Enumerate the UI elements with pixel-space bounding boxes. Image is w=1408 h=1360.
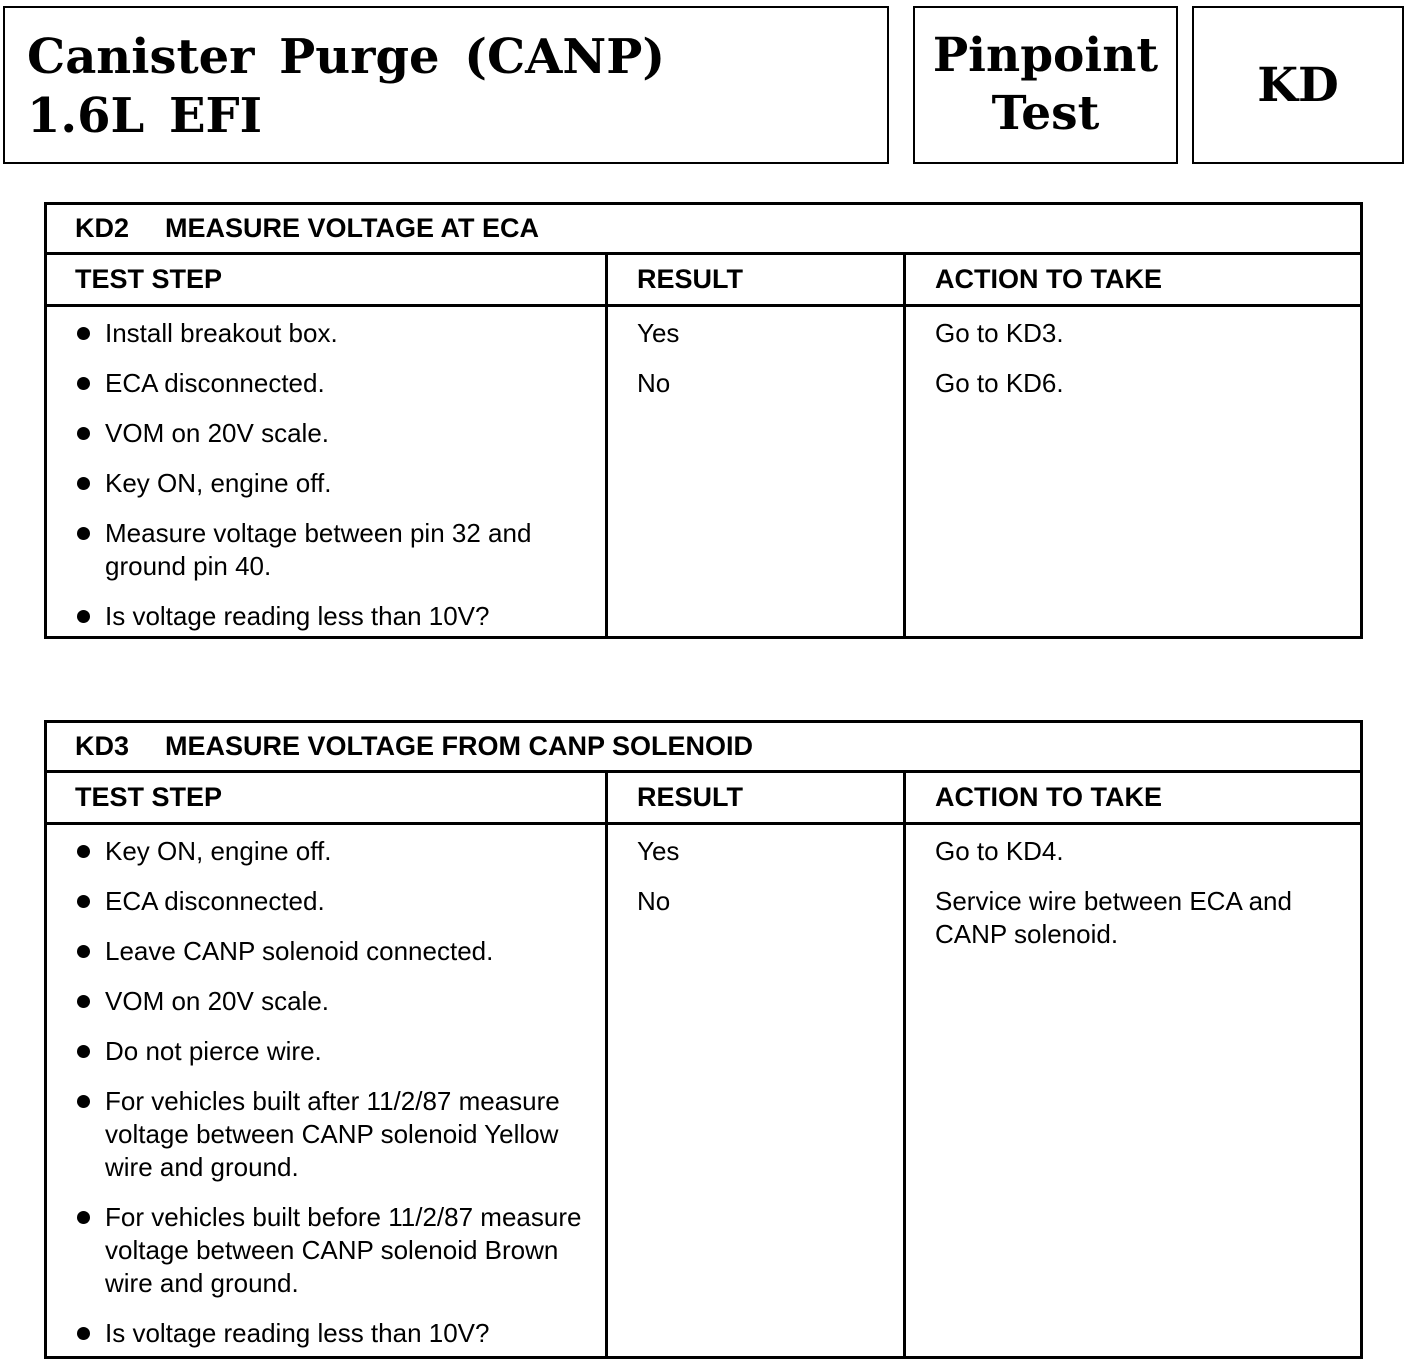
- test-step-cell: [47, 825, 608, 1356]
- action-cell: [906, 307, 1360, 636]
- step-title: MEASURE VOLTAGE AT ECA: [165, 213, 540, 243]
- list-item: For vehicles built after 11/2/87 measure voltage between CANP solenoid Yellow wire and ground.: [75, 1085, 595, 1184]
- result-no: No: [637, 886, 671, 916]
- result-yes: Yes: [637, 318, 680, 348]
- step-title-bar: [47, 723, 1360, 773]
- bullet-icon: [77, 1095, 90, 1108]
- test-type-line1: Pinpoint: [932, 28, 1159, 83]
- page-subtitle: 1.6L EFI: [27, 88, 263, 144]
- action-no: Service wire between ECA and CANP solenoid.: [935, 886, 1292, 949]
- list-item: Install breakout box.: [75, 317, 595, 350]
- step-id: KD2: [75, 213, 130, 243]
- bullet-icon: [77, 527, 90, 540]
- action-header: ACTION TO TAKE: [935, 264, 1162, 294]
- list-item: Measure voltage between pin 32 and ground pin 40.: [75, 517, 595, 583]
- test-step-table-kd2: [44, 202, 1363, 639]
- test-step-header: TEST STEP: [47, 773, 608, 822]
- test-step-list: [75, 835, 595, 1350]
- list-item: Do not pierce wire.: [75, 1035, 595, 1068]
- test-type-box: [913, 6, 1178, 164]
- action-cell: [906, 825, 1360, 1356]
- list-item: VOM on 20V scale.: [75, 985, 595, 1018]
- result-cell: [608, 825, 906, 1356]
- test-code: KD: [1257, 57, 1339, 113]
- action-yes: Go to KD3.: [935, 318, 1064, 348]
- list-item: Key ON, engine off.: [75, 835, 595, 868]
- test-code-box: [1192, 6, 1404, 164]
- action-no: Go to KD6.: [935, 368, 1064, 398]
- result-yes: Yes: [637, 836, 680, 866]
- step-id: KD3: [75, 731, 130, 761]
- bullet-icon: [77, 377, 90, 390]
- step-title-bar: [47, 205, 1360, 255]
- action-yes: Go to KD4.: [935, 836, 1064, 866]
- bullet-icon: [77, 1045, 90, 1058]
- result-header: RESULT: [608, 255, 906, 304]
- list-item: Is voltage reading less than 10V?: [75, 600, 595, 633]
- list-item: For vehicles built before 11/2/87 measure voltage between CANP solenoid Brown wire and ground.: [75, 1201, 595, 1300]
- bullet-icon: [77, 1327, 90, 1340]
- list-item: ECA disconnected.: [75, 367, 595, 400]
- bullet-icon: [77, 477, 90, 490]
- test-step-cell: [47, 307, 608, 636]
- result-no: No: [637, 368, 671, 398]
- bullet-icon: [77, 845, 90, 858]
- page-title: Canister Purge (CANP): [27, 29, 666, 85]
- action-header: ACTION TO TAKE: [935, 782, 1162, 812]
- bullet-icon: [77, 895, 90, 908]
- column-header-row: [47, 255, 1360, 307]
- test-type-line2: Test: [991, 86, 1100, 141]
- list-item: VOM on 20V scale.: [75, 417, 595, 450]
- test-step-header: TEST STEP: [47, 255, 608, 304]
- step-body-row: [47, 307, 1360, 636]
- list-item: ECA disconnected.: [75, 885, 595, 918]
- title-box: [3, 6, 889, 164]
- column-header-row: [47, 773, 1360, 825]
- test-step-table-kd3: [44, 720, 1363, 1359]
- bullet-icon: [77, 327, 90, 340]
- list-item: Key ON, engine off.: [75, 467, 595, 500]
- result-cell: [608, 307, 906, 636]
- bullet-icon: [77, 995, 90, 1008]
- step-title: MEASURE VOLTAGE FROM CANP SOLENOID: [165, 731, 754, 761]
- bullet-icon: [77, 1211, 90, 1224]
- list-item: Is voltage reading less than 10V?: [75, 1317, 595, 1350]
- bullet-icon: [77, 610, 90, 623]
- test-step-list: [75, 317, 595, 633]
- bullet-icon: [77, 427, 90, 440]
- list-item: Leave CANP solenoid connected.: [75, 935, 595, 968]
- result-header: RESULT: [608, 773, 906, 822]
- bullet-icon: [77, 945, 90, 958]
- step-body-row: [47, 825, 1360, 1356]
